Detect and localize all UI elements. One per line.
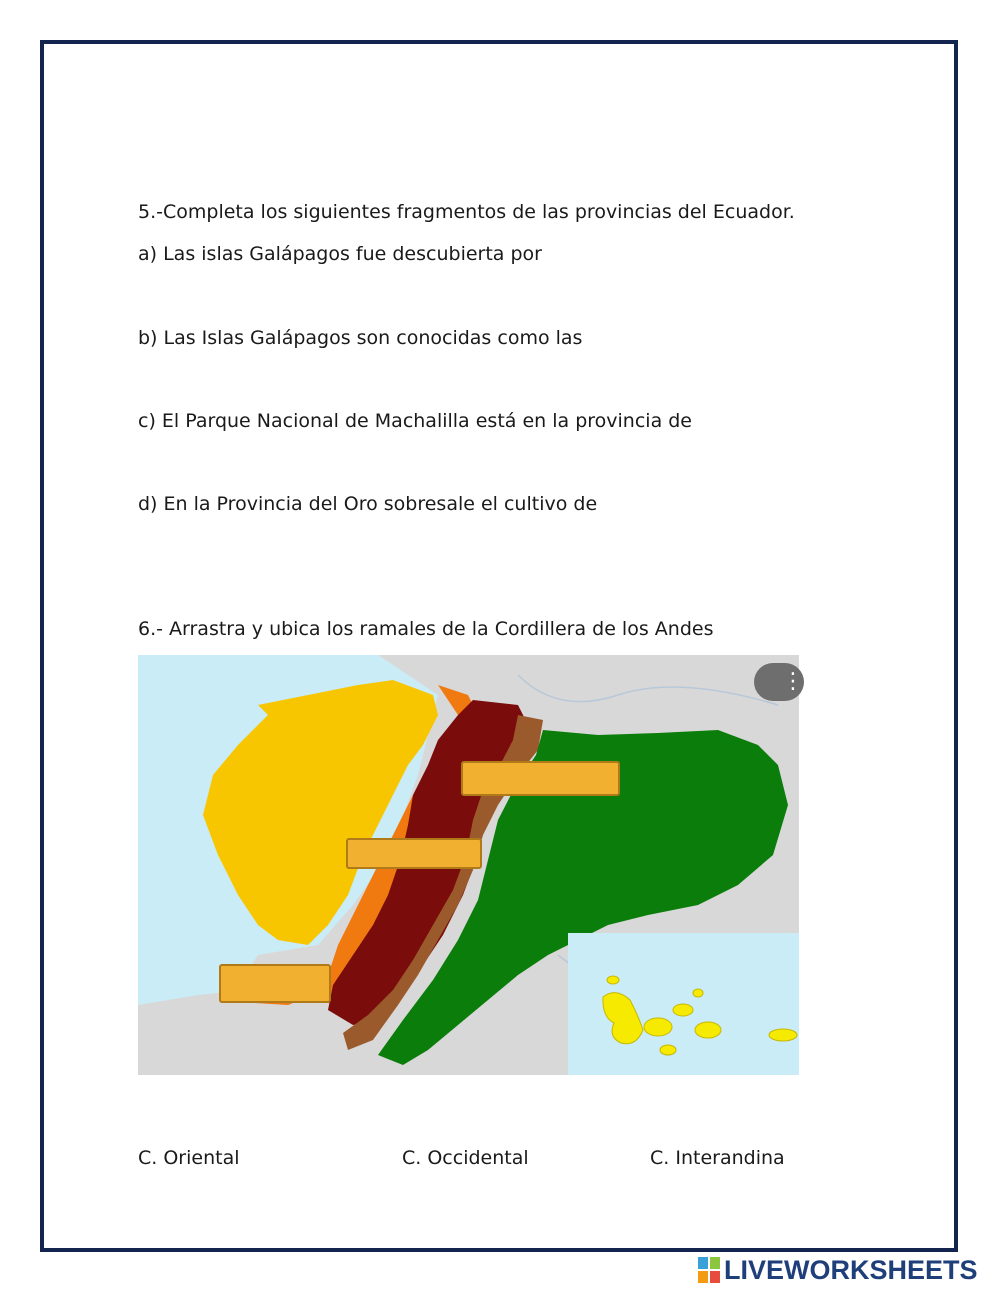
- espanola-island: [769, 1029, 797, 1041]
- floreana-island: [660, 1045, 676, 1055]
- drop-zone-2[interactable]: [346, 838, 482, 869]
- answer-occidental[interactable]: C. Occidental: [402, 1147, 529, 1169]
- san-cristobal-island: [695, 1022, 721, 1038]
- liveworksheets-logo-text: LIVEWORKSHEETS: [724, 1254, 978, 1285]
- santiago-island: [673, 1004, 693, 1016]
- question-5-item-a: a) Las islas Galápagos fue descubierta por: [138, 243, 542, 265]
- drop-zone-3[interactable]: [219, 964, 331, 1003]
- answer-oriental[interactable]: C. Oriental: [138, 1147, 240, 1169]
- question-5-item-d: d) En la Provincia del Oro sobresale el cultivo de: [138, 493, 598, 515]
- question-5-title: 5.-Completa los siguientes fragmentos de las provincias del Ecuador.: [138, 201, 795, 223]
- small-island: [607, 976, 619, 984]
- liveworksheets-logo: [698, 1256, 978, 1284]
- question-5-item-c: c) El Parque Nacional de Machalilla está en la provincia de: [138, 410, 692, 432]
- small-island: [693, 989, 703, 997]
- santa-cruz-island: [644, 1018, 672, 1036]
- more-options-button[interactable]: ⋮: [754, 663, 804, 701]
- liveworksheets-logo-icon: [698, 1257, 720, 1283]
- answer-interandina[interactable]: C. Interandina: [650, 1147, 785, 1169]
- drop-zone-1[interactable]: [461, 761, 620, 796]
- question-6-title: 6.- Arrastra y ubica los ramales de la Cordillera de los Andes: [138, 618, 714, 640]
- question-5-item-b: b) Las Islas Galápagos son conocidas como las: [138, 327, 583, 349]
